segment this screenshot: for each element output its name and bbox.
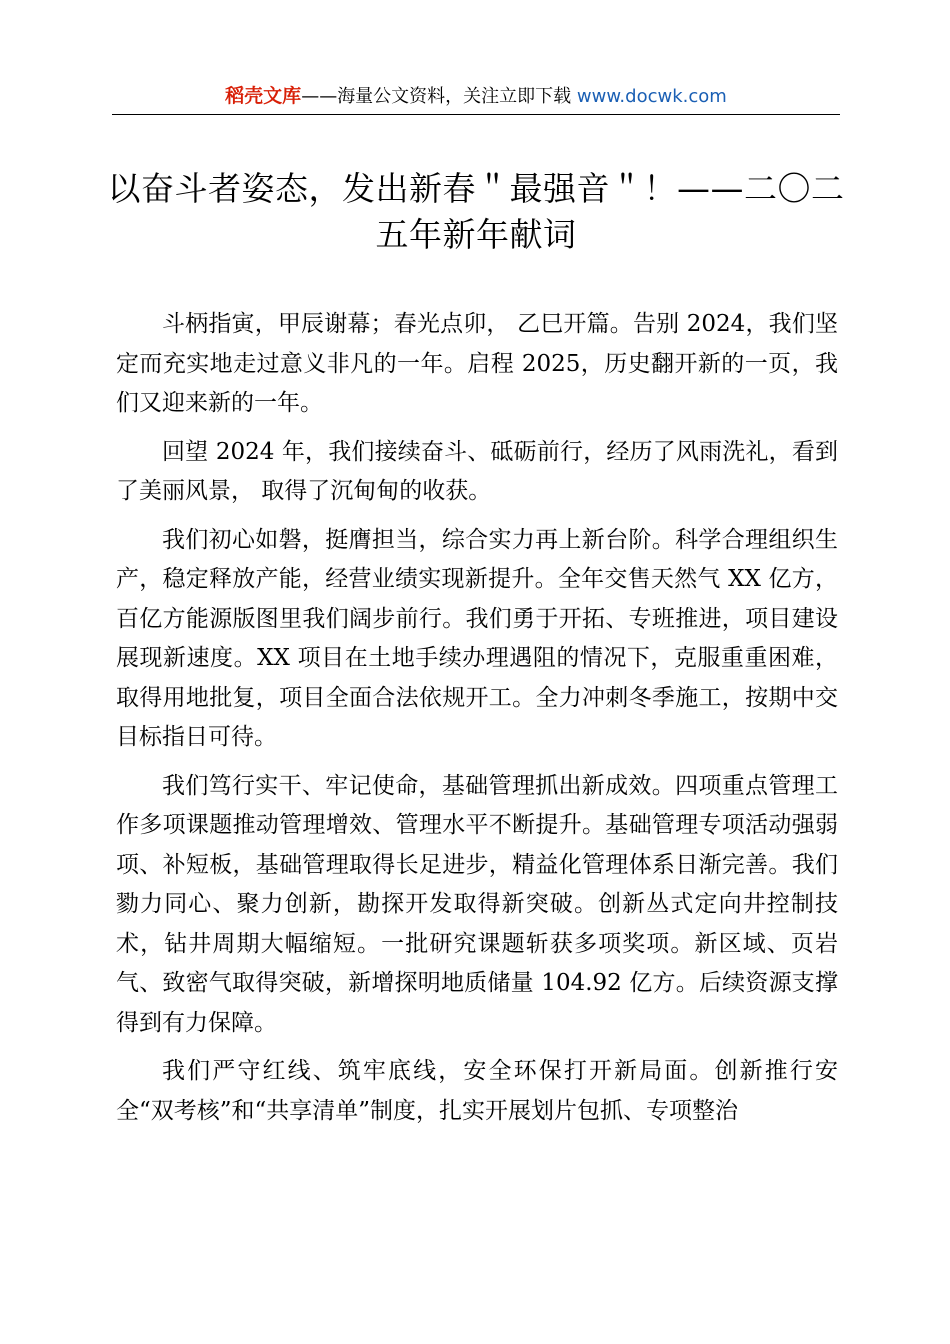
page-header <box>112 82 840 116</box>
header-divider <box>112 114 840 115</box>
brand-logo-text: 稻壳文库 <box>225 85 302 107</box>
paragraph: 我们严守红线、筑牢底线，安全环保打开新局面。创新推行安全“双考核”和“共享清单”制度，扎实开展划片包抓、专项整治 <box>116 1058 838 1124</box>
paragraph: 回望 2024 年，我们接续奋斗、砥砺前行，经历了风雨洗礼，看到了美丽风景， 取得了沉甸甸的收获。 <box>116 438 838 504</box>
document-body <box>116 305 838 1140</box>
header-tagline: ——海量公文资料，关注立即下载 <box>301 86 577 107</box>
paragraph: 我们笃行实干、牢记使命，基础管理抓出新成效。四项重点管理工作多项课题推动管理增效、管理水平不断提升。基础管理专项活动强弱项、补短板，基础管理取得长足进步，精益化管理体系日渐完善。我们勠力同心、聚力创新，勘探开发取得新突破。创新丛式定向井控制技术，钻井周期大幅缩短。一批研究课题斩获多项奖项。新区域、页岩气、致密气取得突破，新增探明地质储量 104.92 亿方。后续资源支撑得到有力保障。 <box>116 772 838 1036</box>
header-url-link[interactable]: www.docwk.com <box>576 86 727 107</box>
paragraph: 我们初心如磐，挺膺担当，综合实力再上新台阶。科学合理组织生产，稳定释放产能，经营业绩实现新提升。全年交售天然气 XX 亿方，百亿方能源版图里我们阔步前行。我们勇于开拓、专班推进，项目建设展现新速度。XX 项目在土地手续办理遇阻的情况下，克服重重困难，取得用地批复，项目全面合法依规开工。全力冲刺冬季施工，按期中交目标指日可待。 <box>116 526 838 750</box>
paragraph: 斗柄指寅，甲辰谢幕；春光点卯， 乙巳开篇。告别 2024，我们坚定而充实地走过意义非凡的一年。启程 2025，历史翻开新的一页，我们又迎来新的一年。 <box>116 311 838 416</box>
document-title: 以奋斗者姿态，发出新春＂最强音＂！——二〇二五年新年献词 <box>107 169 845 254</box>
